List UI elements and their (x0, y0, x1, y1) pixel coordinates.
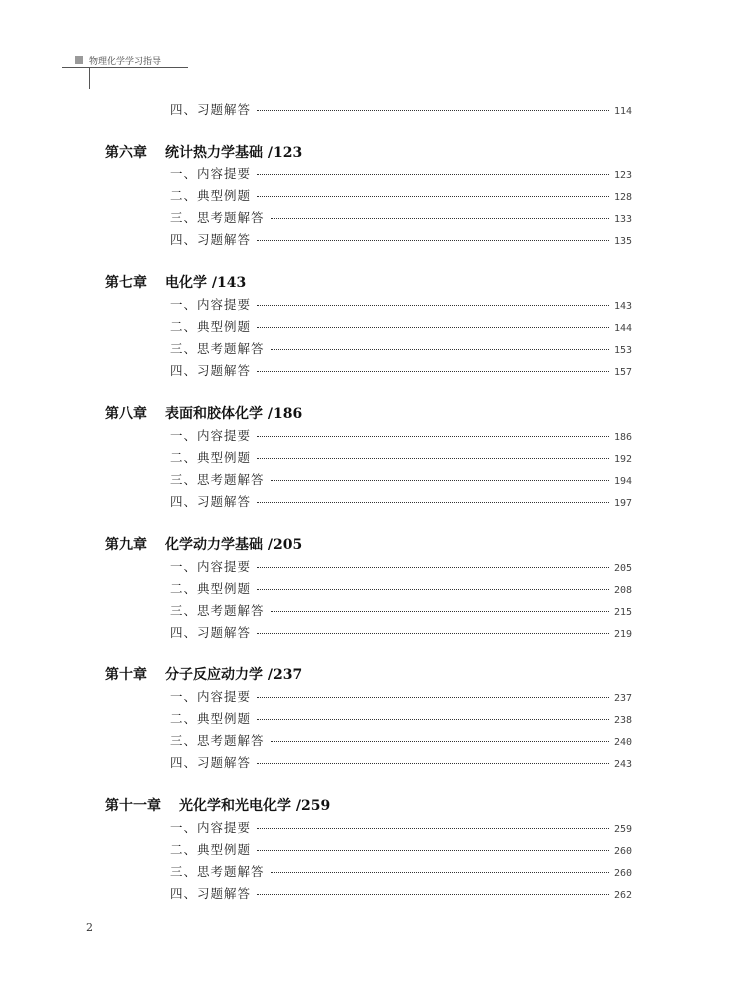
dot-leader (257, 849, 609, 851)
toc-entry-page: 133 (613, 214, 632, 225)
chapter-heading[interactable] (105, 142, 302, 164)
chapter-number: 第八章 (105, 406, 147, 422)
dot-leader (257, 195, 609, 197)
toc-entry-label: 四、习题解答 (170, 102, 252, 117)
toc-entry-label: 四、习题解答 (170, 363, 252, 378)
toc-entry-page: 240 (613, 737, 632, 748)
toc-entry[interactable] (170, 862, 632, 882)
header-corner-line (89, 67, 90, 89)
toc-entry-label: 四、习题解答 (170, 886, 252, 901)
dot-leader (257, 239, 609, 241)
toc-entry-page: 144 (613, 323, 632, 334)
dot-leader (257, 718, 609, 720)
toc-entry-page: 259 (613, 824, 632, 835)
toc-entry[interactable] (170, 361, 632, 381)
toc-entry-label: 四、习题解答 (170, 755, 252, 770)
toc-entry-label: 三、思考题解答 (170, 603, 265, 618)
toc-entry-label: 三、思考题解答 (170, 210, 265, 225)
toc-entry-label: 三、思考题解答 (170, 733, 265, 748)
toc-entry[interactable] (170, 295, 632, 315)
dot-leader (257, 566, 609, 568)
chapter-number: 第十一章 (105, 798, 161, 814)
toc-entry-page: 123 (613, 170, 632, 181)
chapter-heading[interactable] (105, 403, 302, 425)
toc-entry-label: 二、典型例题 (170, 188, 252, 203)
header-rule (62, 67, 188, 68)
chapter-title: 分子反应动力学 /237 (165, 667, 303, 683)
toc-entry-page: 186 (613, 432, 632, 443)
dot-leader (257, 893, 609, 895)
chapter-number: 第六章 (105, 145, 147, 161)
dot-leader (257, 109, 609, 111)
toc-entry[interactable] (170, 470, 632, 490)
toc-entry-label: 二、典型例题 (170, 319, 252, 334)
toc-entry[interactable] (170, 448, 632, 468)
dot-leader (271, 740, 609, 742)
toc-entry-label: 一、内容提要 (170, 166, 252, 181)
dot-leader (257, 632, 609, 634)
toc-entry-page: 114 (613, 106, 632, 117)
header-square-icon (75, 56, 83, 64)
toc-entry[interactable] (170, 731, 632, 751)
toc-entry-page: 260 (613, 846, 632, 857)
toc-entry-label: 四、习题解答 (170, 494, 252, 509)
toc-entry-page: 157 (613, 367, 632, 378)
toc-entry-page: 262 (613, 890, 632, 901)
toc-entry-label: 二、典型例题 (170, 450, 252, 465)
toc-entry-label: 二、典型例题 (170, 581, 252, 596)
toc-entry[interactable] (170, 230, 632, 250)
chapter-title: 电化学 /143 (165, 275, 247, 291)
toc-entry[interactable] (170, 339, 632, 359)
toc-entry[interactable] (170, 818, 632, 838)
dot-leader (257, 326, 609, 328)
dot-leader (257, 173, 609, 175)
toc-entry-page: 197 (613, 498, 632, 509)
toc-entry[interactable] (170, 164, 632, 184)
page-number: 2 (86, 921, 93, 934)
toc-entry[interactable] (170, 317, 632, 337)
toc-entry-page: 260 (613, 868, 632, 879)
toc-entry[interactable] (170, 840, 632, 860)
toc-entry-page: 238 (613, 715, 632, 726)
toc-entry[interactable] (170, 557, 632, 577)
chapter-title: 光化学和光电化学 /259 (179, 798, 331, 814)
dot-leader (271, 871, 609, 873)
toc-entry-page: 243 (613, 759, 632, 770)
dot-leader (257, 435, 609, 437)
dot-leader (257, 588, 609, 590)
toc-entry-label: 一、内容提要 (170, 559, 252, 574)
dot-leader (271, 479, 609, 481)
toc-entry-page: 237 (613, 693, 632, 704)
toc-entry-label: 四、习题解答 (170, 232, 252, 247)
toc-entry-page: 128 (613, 192, 632, 203)
chapter-title: 表面和胶体化学 /186 (165, 406, 303, 422)
chapter-number: 第七章 (105, 275, 147, 291)
dot-leader (257, 501, 609, 503)
chapter-title: 统计热力学基础 /123 (165, 145, 303, 161)
dot-leader (271, 610, 609, 612)
toc-entry-label: 二、典型例题 (170, 711, 252, 726)
toc-entry[interactable] (170, 492, 632, 512)
dot-leader (257, 696, 609, 698)
chapter-heading[interactable] (105, 534, 302, 556)
toc-entry-label: 一、内容提要 (170, 820, 252, 835)
toc-entry-page: 219 (613, 629, 632, 640)
toc-entry[interactable] (170, 709, 632, 729)
toc-entry-label: 一、内容提要 (170, 297, 252, 312)
toc-entry[interactable] (170, 100, 632, 120)
toc-entry[interactable] (170, 623, 632, 643)
toc-entry[interactable] (170, 601, 632, 621)
toc-entry-label: 一、内容提要 (170, 428, 252, 443)
toc-entry[interactable] (170, 579, 632, 599)
toc-entry[interactable] (170, 208, 632, 228)
toc-entry-label: 三、思考题解答 (170, 864, 265, 879)
chapter-heading[interactable] (105, 795, 330, 817)
dot-leader (257, 304, 609, 306)
toc-entry-label: 一、内容提要 (170, 689, 252, 704)
toc-entry[interactable] (170, 884, 632, 904)
dot-leader (257, 370, 609, 372)
toc-entry-page: 208 (613, 585, 632, 596)
chapter-number: 第十章 (105, 667, 147, 683)
toc-entry-page: 135 (613, 236, 632, 247)
toc-entry-page: 215 (613, 607, 632, 618)
dot-leader (257, 762, 609, 764)
toc-entry-label: 三、思考题解答 (170, 341, 265, 356)
dot-leader (271, 348, 609, 350)
toc-entry[interactable] (170, 687, 632, 707)
chapter-heading[interactable] (105, 664, 302, 686)
toc-entry-page: 153 (613, 345, 632, 356)
toc-entry-label: 二、典型例题 (170, 842, 252, 857)
dot-leader (271, 217, 609, 219)
toc-entry-page: 143 (613, 301, 632, 312)
toc-entry-page: 205 (613, 563, 632, 574)
toc-entry-label: 四、习题解答 (170, 625, 252, 640)
toc-entry[interactable] (170, 426, 632, 446)
toc-entry[interactable] (170, 186, 632, 206)
chapter-heading[interactable] (105, 272, 246, 294)
toc-entry[interactable] (170, 753, 632, 773)
toc-entry-label: 三、思考题解答 (170, 472, 265, 487)
dot-leader (257, 457, 609, 459)
dot-leader (257, 827, 609, 829)
chapter-number: 第九章 (105, 537, 147, 553)
toc-entry-page: 192 (613, 454, 632, 465)
book-title: 物理化学学习指导 (89, 57, 162, 67)
chapter-title: 化学动力学基础 /205 (165, 537, 303, 553)
toc-entry-page: 194 (613, 476, 632, 487)
